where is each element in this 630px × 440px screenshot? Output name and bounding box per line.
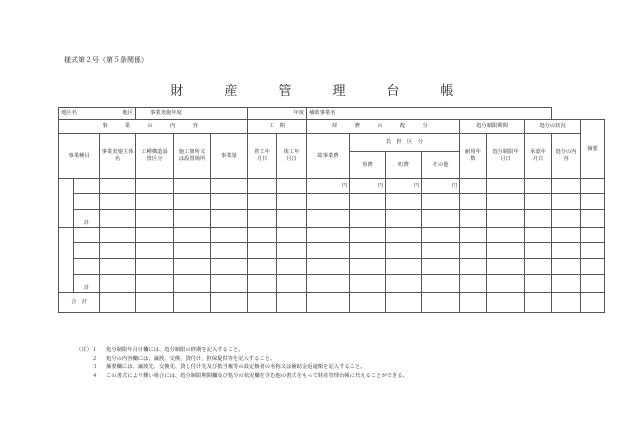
- grand-total-label: 合 計: [59, 293, 100, 313]
- total-cost-header: 総事業費: [307, 134, 350, 179]
- year-cell: [248, 108, 307, 120]
- form-number: 様式第２号（第５条関係）: [64, 56, 148, 64]
- project-type-header: 事業種目: [59, 134, 100, 179]
- note-number: ３: [92, 364, 98, 371]
- cost-allocation-header: 経 費 の 配 分: [307, 120, 460, 134]
- fiscal-year-label: 事業実施年度: [150, 110, 182, 117]
- completion-date-header: 竣工年月日: [277, 134, 307, 179]
- note-number: １: [92, 347, 98, 353]
- approval-date-header: 承認年月日: [525, 134, 552, 179]
- note-text: この書式により難い場合には、処分制限期間欄及び処分の状況欄を含む他の書式をもって財産管理台帳に代えることができる。: [106, 372, 408, 379]
- fiscal-year-cell: [136, 108, 248, 120]
- group-cell: [59, 179, 74, 228]
- remarks-header: 摘要: [581, 120, 605, 179]
- page-title: 財 産 管 理 台 帳: [170, 84, 468, 99]
- note-text: 摘要欄には、譲渡先、交換先、貸し付け先及び抵当権等の設定権者の名称又は補助金返還額を記入すること。: [106, 364, 366, 371]
- group-cell: [59, 228, 74, 293]
- notes: [76, 346, 408, 380]
- property-ledger-table: [58, 107, 605, 313]
- construction-header: 工 期: [248, 120, 307, 134]
- note-number: ４: [92, 372, 98, 379]
- note-text: 処分の内容欄には、譲渡、交換、貸付け、担保提供等を記入すること。: [106, 355, 276, 362]
- burden-header: 負 担 区 分: [350, 134, 460, 152]
- implementing-body-header: 事業実施主体名: [100, 134, 136, 179]
- note-item: [76, 346, 408, 355]
- other-unit: 円: [422, 179, 460, 194]
- note-item: [76, 372, 408, 381]
- area-name-cell: [59, 108, 136, 120]
- location-header: 施工箇所又は設置場所: [174, 134, 211, 179]
- note-item: [76, 355, 408, 364]
- notes-label: （注）: [76, 347, 92, 353]
- prefecture-unit: 円: [350, 179, 386, 194]
- note-number: ２: [92, 355, 98, 362]
- year-label: 年度: [293, 110, 304, 117]
- disposal-content-header: 処分の内容: [552, 134, 581, 179]
- total-cost-unit: 円: [307, 179, 350, 194]
- grant-project-cell: [307, 108, 552, 120]
- useful-years-header: 耐用年数: [460, 134, 487, 179]
- area-name-label: 地区名: [61, 110, 77, 117]
- limit-date-header: 処分制限年月日: [487, 134, 525, 179]
- area-label: 地区: [122, 110, 133, 117]
- prefecture-header: 県費: [350, 152, 386, 179]
- structure-header: 工種構造設置区分: [136, 134, 174, 179]
- subtotal-label: 計: [74, 275, 100, 293]
- grant-project-label: 補助事業名: [309, 110, 336, 117]
- town-unit: 円: [386, 179, 422, 194]
- project-content-header: 事 業 の 内 容: [59, 120, 248, 134]
- other-header: その他: [422, 152, 460, 179]
- subtotal-label: 計: [74, 210, 100, 228]
- disposal-status-header: 処分の状況: [525, 120, 581, 134]
- note-item: [76, 363, 408, 372]
- town-header: 町費: [386, 152, 422, 179]
- start-date-header: 着工年月日: [248, 134, 277, 179]
- note-text: 処分制限年月日欄には、処分制限の終期を記入すること。: [106, 347, 244, 353]
- disposal-limit-header: 処分制限期間: [460, 120, 525, 134]
- quantity-header: 事業量: [211, 134, 248, 179]
